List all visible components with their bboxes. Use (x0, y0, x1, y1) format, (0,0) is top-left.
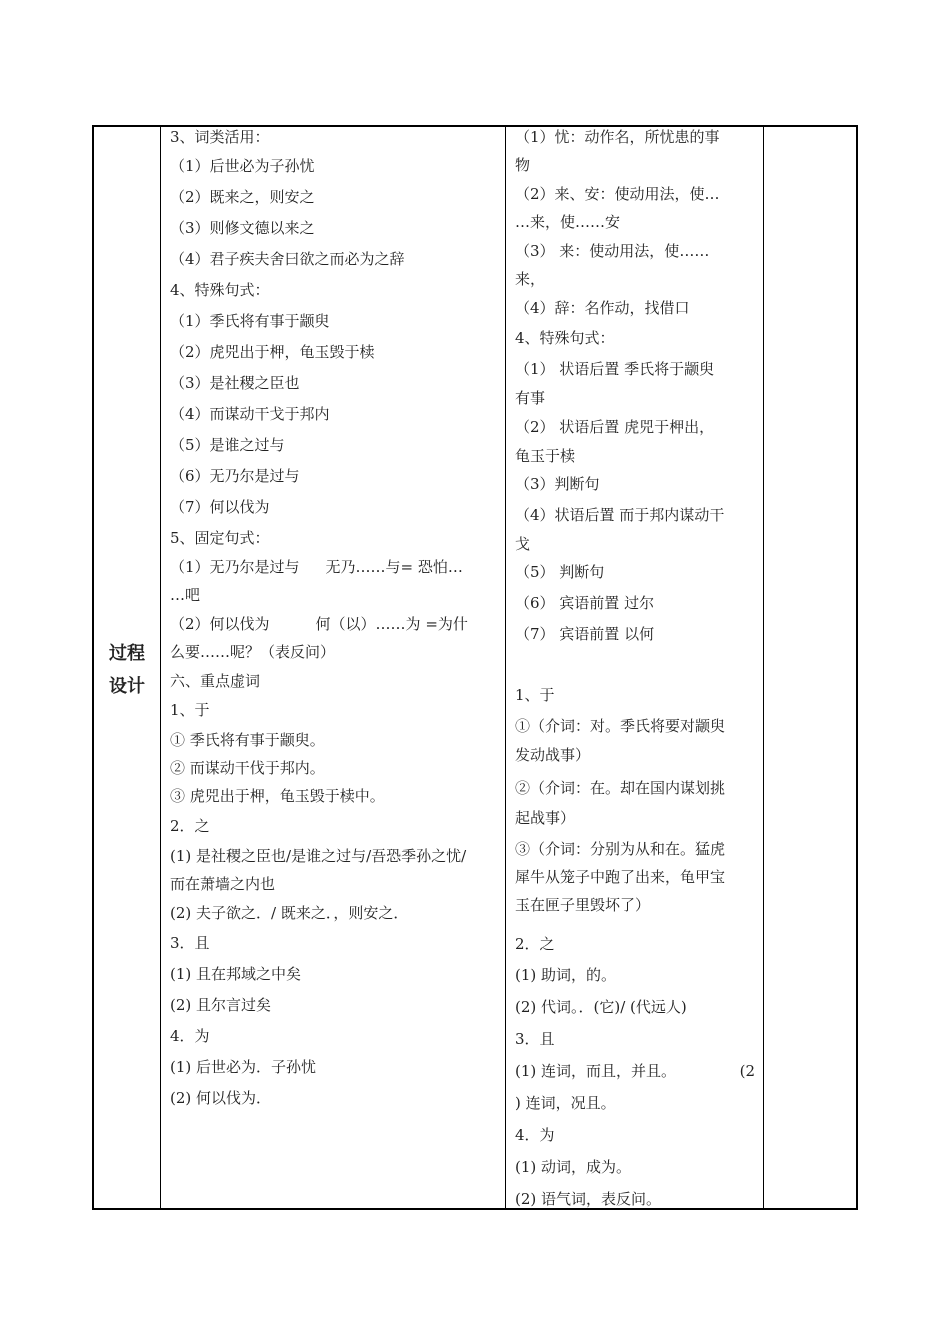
list-item: ① 季氏将有事于颛臾。 (170, 731, 325, 749)
column-divider (505, 127, 506, 1208)
answer-item: （7） 宾语前置 以何 (515, 625, 655, 643)
answer-item: (1) 动词，成为。 (515, 1158, 632, 1176)
list-item: （4）君子疾夫舍曰欲之而必为之辞 (170, 250, 405, 268)
list-item-continuation: 么要……呢？（表反问） (170, 643, 336, 661)
item-explanation: 何（以）……为 =为什 (315, 615, 468, 633)
answer-item: （5） 判断句 (515, 563, 605, 581)
section-heading: 3、词类活用： (170, 128, 270, 146)
list-item: （2）虎兕出于柙，龟玉毁于椟 (170, 343, 375, 361)
item-text: （1）无乃尔是过与 (170, 558, 300, 576)
answer-item-continuation: 龟玉于椟 (515, 447, 576, 465)
answer-item: （2） 状语后置 虎兕于柙出， (515, 418, 715, 436)
list-item: (2) 夫子欲之．/ 既来之．，则安之． (170, 904, 409, 922)
answer-item-continuation: 玉在匣子里毁坏了） (515, 896, 651, 914)
list-item: ② 而谋动干伐于邦内。 (170, 759, 325, 777)
answer-item: （2）来、安：使动用法，使… (515, 185, 720, 203)
list-item: （5）是谁之过与 (170, 436, 285, 454)
row-label-line: 设计 (109, 676, 145, 697)
answer-item: ③（介词：分别为从和在。猛虎 (515, 840, 726, 858)
subsection-heading: 1、于 (515, 686, 555, 704)
subsection-heading: 3．且 (515, 1030, 555, 1048)
item-text: （2）何以伐为 (170, 615, 270, 633)
answer-item: ①（介词：对。季氏将要对颛臾 (515, 717, 726, 735)
subsection-heading: 2．之 (170, 817, 210, 835)
answer-item: （4）状语后置 而于邦内谋动干 (515, 506, 725, 524)
answer-item-continuation: 物 (515, 156, 531, 174)
answer-item-continuation: 来， (515, 270, 546, 288)
subsection-heading: 4．为 (170, 1027, 210, 1045)
answer-item (515, 1061, 755, 1082)
answer-item-continuation: 犀牛从笼子中跑了出来，龟甲宝 (515, 868, 726, 886)
list-item-continuation: 而在萧墙之内也 (170, 875, 276, 893)
answer-item: (2) 语气词，表反问。 (515, 1190, 662, 1208)
list-item: （1）季氏将有事于颛臾 (170, 312, 330, 330)
answer-item: （4）辞：名作动，找借口 (515, 299, 690, 317)
answer-item: （1） 状语后置 季氏将于颛臾 (515, 360, 715, 378)
list-item: (2) 何以伐为． (170, 1089, 272, 1107)
list-item: （3）则修文德以来之 (170, 219, 315, 237)
column-divider (160, 127, 161, 1208)
row-label (94, 637, 160, 703)
answer-item: (2) 代词。．(它)/ (代远人) (515, 998, 687, 1016)
list-item: （1）后世必为子孙忧 (170, 157, 315, 175)
list-item: （3）是社稷之臣也 (170, 374, 300, 392)
answer-item-continuation: 发动战事） (515, 746, 591, 764)
subsection-heading: 1、于 (170, 701, 210, 719)
list-item (170, 557, 463, 578)
list-item: ③ 虎兕出于柙，龟玉毁于椟中。 (170, 787, 385, 805)
section-heading: 4、特殊句式： (515, 329, 615, 347)
answer-item: （3） 来：使动用法，使…… (515, 242, 710, 260)
list-item-continuation: …吧 (170, 586, 201, 604)
answer-item: （1）忧：动作名，所忧患的事 (515, 128, 720, 146)
list-item (170, 614, 468, 635)
answer-item: （6） 宾语前置 过尔 (515, 594, 655, 612)
answer-item: (1) 助词，的。 (515, 966, 617, 984)
list-item: （7）何以伐为 (170, 498, 270, 516)
list-item: (2) 且尔言过矣 (170, 996, 272, 1014)
answer-item: （3）判断句 (515, 475, 600, 493)
list-item: （6）无乃尔是过与 (170, 467, 300, 485)
list-item: (1) 是社稷之臣也/是谁之过与/吾恐季孙之忧/ (170, 847, 467, 865)
list-item: （4）而谋动干戈于邦内 (170, 405, 330, 423)
section-heading: 5、固定句式： (170, 529, 270, 547)
list-item: (1) 且在邦域之中矣 (170, 965, 302, 983)
section-heading: 六、重点虚词 (170, 672, 261, 690)
answer-item-continuation: ) 连词，况且。 (515, 1094, 616, 1112)
answer-item: ②（介词：在。却在国内谋划挑 (515, 779, 726, 797)
subsection-heading: 3．且 (170, 934, 210, 952)
item-explanation: 无乃……与= 恐怕… (325, 558, 463, 576)
column-divider (763, 127, 764, 1208)
item-text-tail: (2 (739, 1062, 755, 1080)
answer-item-continuation: 有事 (515, 389, 546, 407)
subsection-heading: 2．之 (515, 935, 555, 953)
item-text: (1) 连词，而且，并且。 (515, 1062, 677, 1080)
answer-item-continuation: 起战事） (515, 809, 576, 827)
lesson-table (92, 125, 858, 1210)
subsection-heading: 4．为 (515, 1126, 555, 1144)
section-heading: 4、特殊句式： (170, 281, 270, 299)
list-item: （2）既来之，则安之 (170, 188, 315, 206)
row-label-line: 过程 (109, 643, 145, 664)
answer-item-continuation: …来，使……安 (515, 213, 621, 231)
list-item: (1) 后世必为．子孙忧 (170, 1058, 317, 1076)
answer-item-continuation: 戈 (515, 535, 531, 553)
